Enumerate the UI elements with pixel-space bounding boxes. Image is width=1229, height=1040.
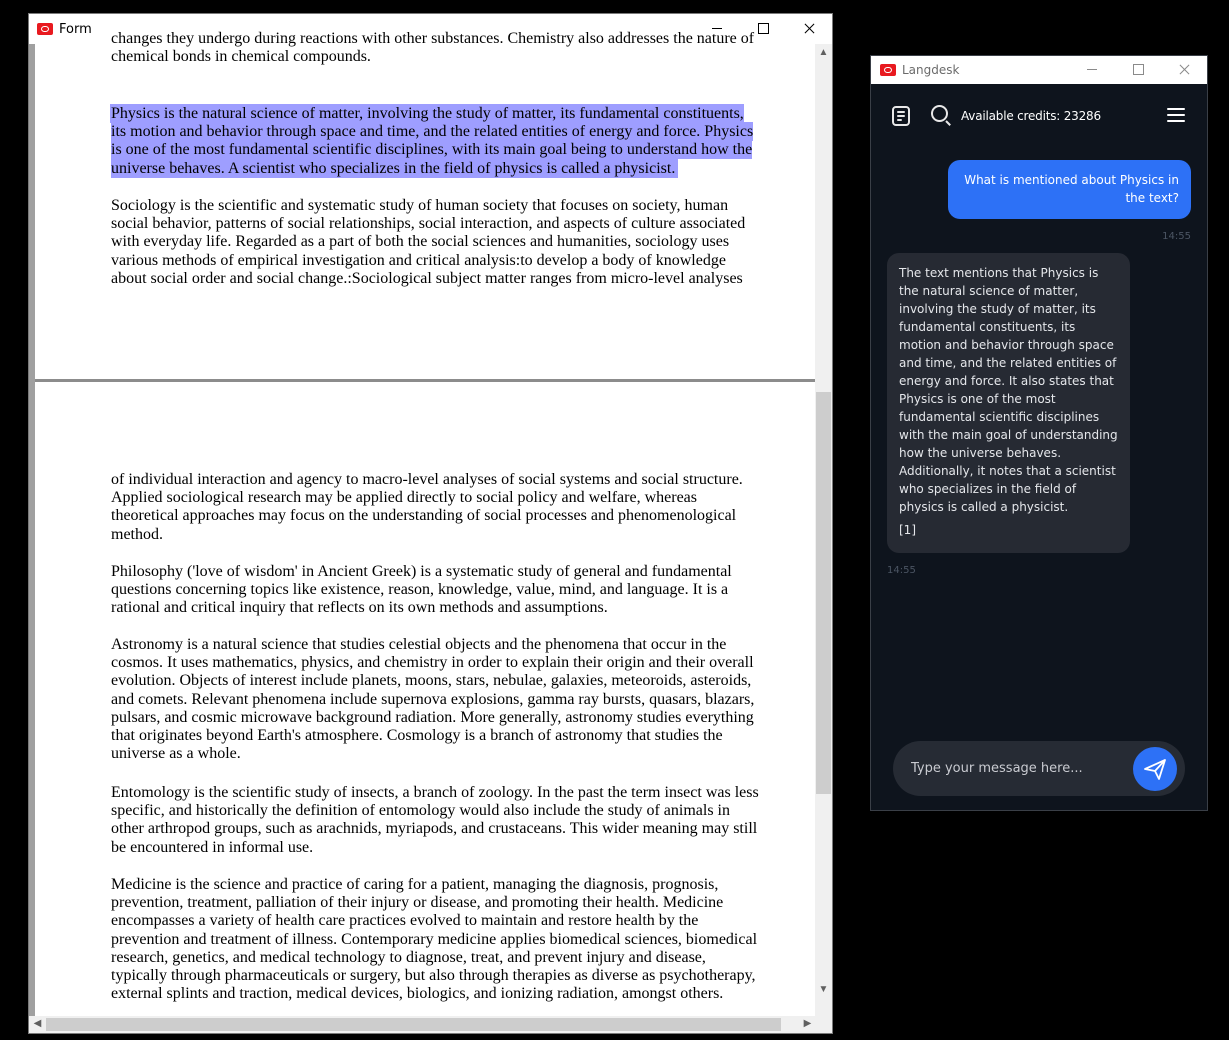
langdesk-window [870, 55, 1208, 811]
scroll-left-arrow-icon[interactable]: ◀ [33, 1018, 42, 1029]
assistant-message-bubble [887, 253, 1130, 553]
window-title: Form [59, 21, 92, 37]
langdesk-titlebar[interactable] [871, 56, 1207, 84]
chat-toolbar [871, 84, 1207, 146]
scroll-down-arrow-icon[interactable]: ▼ [818, 984, 829, 995]
assistant-message-timestamp: 14:55 [887, 565, 916, 576]
citation-link[interactable]: [1] [899, 523, 916, 537]
astronomy-paragraph: Astronomy is a natural science that studies celestial objects and the phenomena that occur in the cosmos. It uses mathematics, physics, and chemistry in order to explain their origin and their overall evolution. Objects of interest include planets, moons, stars, nebulae, galaxies, meteoroids, asteroids, and comets. Relevant phenomena include supernova explosions, gamma ray bursts, quasars, blazars, pulsars, and cosmic microwave background radiation. More generally, astronomy studies everything that originates beyond Earth's atmosphere. Cosmology is a branch of astronomy that studies the universe as a whole. [111, 636, 755, 763]
search-icon[interactable] [931, 105, 948, 122]
langdesk-window-title: Langdesk [902, 63, 960, 77]
philosophy-paragraph: Philosophy ('love of wisdom' in Ancient Greek) is a systematic study of general and fundamental questions concerning topics like existence, reason, knowledge, value, mind, and language. It is a rational and critical inquiry that reflects on its own methods and assumptions. [111, 563, 732, 617]
minimize-button[interactable] [1069, 56, 1115, 84]
scroll-right-arrow-icon[interactable]: ▶ [803, 1018, 812, 1029]
document-viewer[interactable] [29, 30, 816, 1017]
document-icon[interactable] [892, 106, 910, 126]
scroll-up-arrow-icon[interactable]: ▲ [818, 47, 829, 58]
vertical-scroll-thumb[interactable] [816, 392, 831, 794]
user-message-timestamp: 14:55 [1162, 231, 1191, 242]
horizontal-scroll-thumb[interactable] [46, 1018, 781, 1031]
user-message-bubble: What is mentioned about Physics in the text? [948, 160, 1191, 219]
horizontal-scrollbar[interactable] [29, 1016, 816, 1033]
chemistry-paragraph-fragment: changes they undergo during reactions with other substances. Chemistry also addresses the nature of chemical bonds in chemical compounds. [111, 30, 755, 66]
scrollbar-corner [815, 1016, 832, 1033]
assistant-message-text: The text mentions that Physics is the natural science of matter, involving the study of matter, its fundamental constituents, its motion and behavior through space and time, and the related entities of energy and force. It also states that Physics is one of the most fundamental scientific disciplines with the main goal of understanding how the universe behaves. Additionally, it notes that a scientist who specializes in the field of physics is called a physicist. [899, 266, 1118, 514]
message-input-bar [893, 741, 1185, 796]
medicine-paragraph: Medicine is the science and practice of caring for a patient, managing the diagnosis, prognosis, prevention, treatment, palliation of their injury or disease, and promoting their health. Medicine encompasses a variety of health care practices evolved to maintain and restore health by the prevention and treatment of illness. Contemporary medicine applies biomedical sciences, biomedical research, genetics, and medical technology to diagnose, treat, and prevent injury and disease, typically through pharmaceuticals or surgery, but also through therapies as diverse as psychotherapy, external splints and traction, medical devices, biologics, and ionizing radiation, amongst others. [111, 876, 758, 1003]
form-window [28, 13, 833, 1034]
vertical-scrollbar[interactable] [815, 44, 832, 1017]
send-icon [1133, 747, 1177, 791]
selected-text[interactable]: Physics is the natural science of matter, involving the study of matter, its fundamental constituents, its motion and behavior through space and time, and the related entities of energy and force. Physics is one of the most fundamental scientific disciplines, with its main goal being to understand how the universe behaves. A scientist who specializes in the field of physics is called a physicist. [111, 105, 754, 177]
message-input[interactable] [911, 758, 1121, 778]
maximize-button[interactable] [1115, 56, 1161, 84]
physics-paragraph[interactable] [111, 105, 761, 178]
send-button[interactable] [1133, 747, 1177, 791]
hamburger-menu-icon[interactable] [1167, 108, 1185, 122]
sociology-paragraph: Sociology is the scientific and systematic study of human society that focuses on society, human social behavior, patterns of social relationships, social interaction, and aspects of culture associated with everyday life. Regarded as a part of both the social sciences and humanities, sociology uses various methods of empirical investigation and critical analysis:to develop a body of knowledge about social order and social change.:Sociological subject matter ranges from micro-level analyses [111, 197, 746, 287]
app-logo-icon [37, 23, 53, 35]
close-button[interactable] [786, 14, 832, 44]
document-page-2 [35, 382, 816, 1022]
sociology-continued-paragraph: of individual interaction and agency to macro-level analyses of social systems and social structure. Applied sociological research may be applied directly to social policy and welfare, whereas theoretical approaches may focus on the understanding of social processes and phenomenological method. [111, 471, 743, 543]
langdesk-logo-icon [880, 64, 896, 76]
document-page-1 [35, 30, 816, 379]
credits-label: Available credits: 23286 [961, 109, 1101, 123]
close-button[interactable] [1161, 56, 1207, 84]
entomology-paragraph: Entomology is the scientific study of insects, a branch of zoology. In the past the term insect was less specific, and historically the definition of entomology would also include the study of animals in other arthropod groups, such as arachnids, myriapods, and crustaceans. This wider meaning may still be encountered in informal use. [111, 784, 759, 856]
